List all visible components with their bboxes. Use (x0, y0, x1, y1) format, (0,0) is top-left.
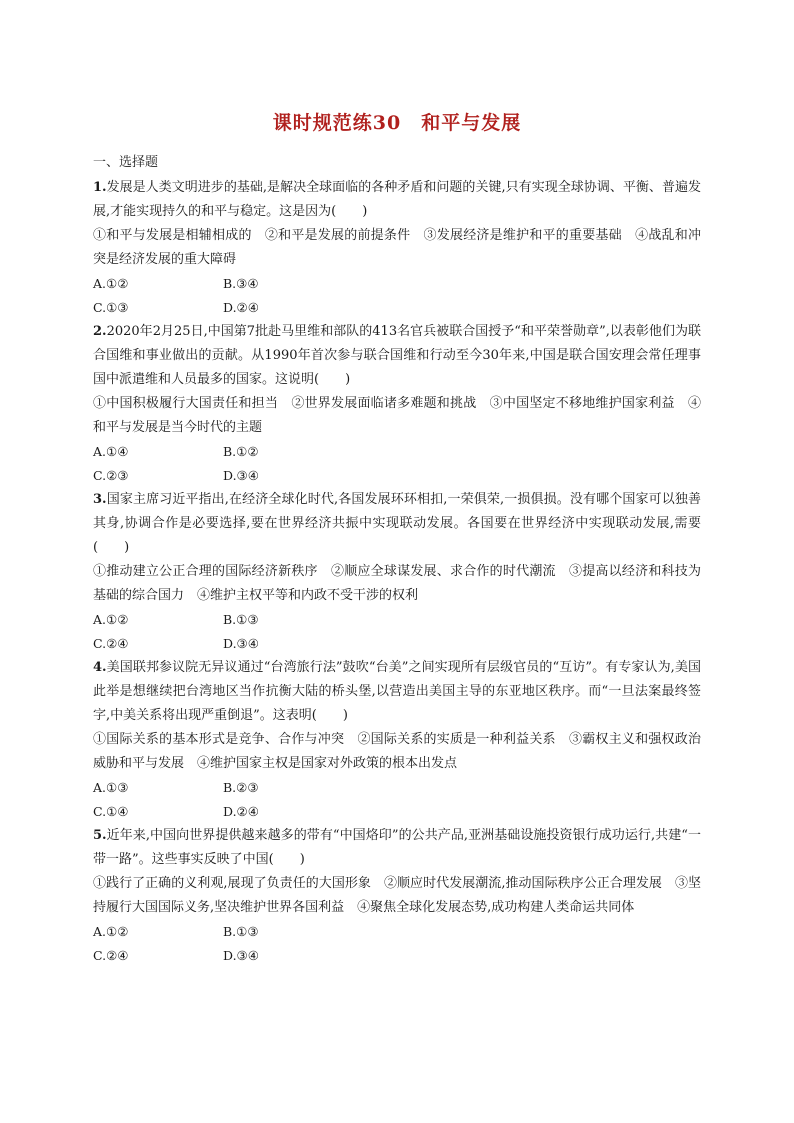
question-text: 近年来,中国向世界提供越来越多的带有“中国烙印”的公共产品,亚洲基础设施投资银行成功运行,共建“一带一路”。这些事实反映了中国( ) (93, 828, 701, 867)
choice-c[interactable]: C.②④ (93, 948, 129, 963)
choice-b[interactable]: B.①③ (223, 924, 259, 939)
choice-a[interactable]: A.①② (93, 612, 129, 627)
section-heading: 一、选择题 (93, 155, 159, 170)
question-stem (93, 824, 701, 872)
choice-c[interactable]: C.②③ (93, 468, 129, 483)
page-title: 课时规范练30 和平与发展 (272, 112, 522, 134)
statement-options: ①和平与发展是相辅相成的 ②和平是发展的前提条件 ③发展经济是维护和平的重要基础 ④战乱和冲突是经济发展的重大障碍 (93, 228, 701, 267)
choice-b[interactable]: B.②③ (223, 780, 259, 795)
answer-choices (93, 920, 701, 968)
question-stem (93, 176, 701, 224)
choice-d[interactable]: D.②④ (223, 300, 259, 315)
choice-b[interactable]: B.①② (223, 444, 259, 459)
question-text: 国家主席习近平指出,在经济全球化时代,各国发展环环相扣,一荣俱荣,一损俱损。没有哪个国家可以独善其身,协调合作是必要选择,要在世界经济共振中实现联动发展。各国要在世界经济中实现联动发展,需要( ) (93, 492, 701, 555)
statement-options: ①国际关系的基本形式是竞争、合作与冲突 ②国际关系的实质是一种利益关系 ③霸权主义和强权政治威胁和平与发展 ④维护国家主权是国家对外政策的根本出发点 (93, 732, 701, 771)
choice-d[interactable]: D.③④ (223, 636, 259, 651)
question-number: 5. (93, 828, 107, 843)
choice-c[interactable]: C.①④ (93, 804, 129, 819)
answer-choices (93, 272, 701, 320)
question-stem (93, 320, 701, 392)
question-4 (93, 656, 701, 824)
choice-a[interactable]: A.①② (93, 924, 129, 939)
choice-b[interactable]: B.①③ (223, 612, 259, 627)
question-5 (93, 824, 701, 968)
question-1 (93, 176, 701, 320)
question-3 (93, 488, 701, 656)
choice-c[interactable]: C.②④ (93, 636, 129, 651)
question-number: 1. (93, 180, 107, 195)
answer-choices (93, 776, 701, 824)
question-number: 3. (93, 492, 107, 507)
choice-a[interactable]: A.①③ (93, 780, 129, 795)
choice-b[interactable]: B.③④ (223, 276, 259, 291)
question-stem (93, 656, 701, 728)
question-text: 2020年2月25日,中国第7批赴马里维和部队的413名官兵被联合国授予“和平荣誉勋章”,以表彰他们为联合国维和事业做出的贡献。从1990年首次参与联合国维和行动至今30年来,中国是联合国安理会常任理事国中派遣维和人员最多的国家。这说明( ) (93, 324, 701, 387)
question-number: 4. (93, 660, 107, 675)
answer-choices (93, 608, 701, 656)
statement-options: ①中国积极履行大国责任和担当 ②世界发展面临诸多难题和挑战 ③中国坚定不移地维护国家利益 ④和平与发展是当今时代的主题 (93, 396, 701, 435)
choice-a[interactable]: A.①④ (93, 444, 129, 459)
choice-d[interactable]: D.③④ (223, 948, 259, 963)
choice-d[interactable]: D.②④ (223, 804, 259, 819)
question-2 (93, 320, 701, 488)
choice-d[interactable]: D.③④ (223, 468, 259, 483)
choice-c[interactable]: C.①③ (93, 300, 129, 315)
statement-options: ①践行了正确的义利观,展现了负责任的大国形象 ②顺应时代发展潮流,推动国际秩序公正合理发展 ③坚持履行大国国际义务,坚决维护世界各国利益 ④聚焦全球化发展态势,成功构建人类命运共同体 (93, 876, 701, 915)
answer-choices (93, 440, 701, 488)
question-number: 2. (93, 324, 107, 339)
statement-options: ①推动建立公正合理的国际经济新秩序 ②顺应全球谋发展、求合作的时代潮流 ③提高以经济和科技为基础的综合国力 ④维护主权平等和内政不受干涉的权利 (93, 564, 701, 603)
choice-a[interactable]: A.①② (93, 276, 129, 291)
question-text: 美国联邦参议院无异议通过“台湾旅行法”鼓吹“台美”之间实现所有层级官员的“互访”。有专家认为,美国此举是想继续把台湾地区当作抗衡大陆的桥头堡,以营造出美国主导的东亚地区秩序。而“一旦法案最终签字,中美关系将出现严重倒退”。这表明( ) (93, 660, 701, 723)
question-text: 发展是人类文明进步的基础,是解决全球面临的各种矛盾和问题的关键,只有实现全球协调、平衡、普遍发展,才能实现持久的和平与稳定。这是因为( ) (93, 180, 701, 219)
question-stem (93, 488, 701, 560)
